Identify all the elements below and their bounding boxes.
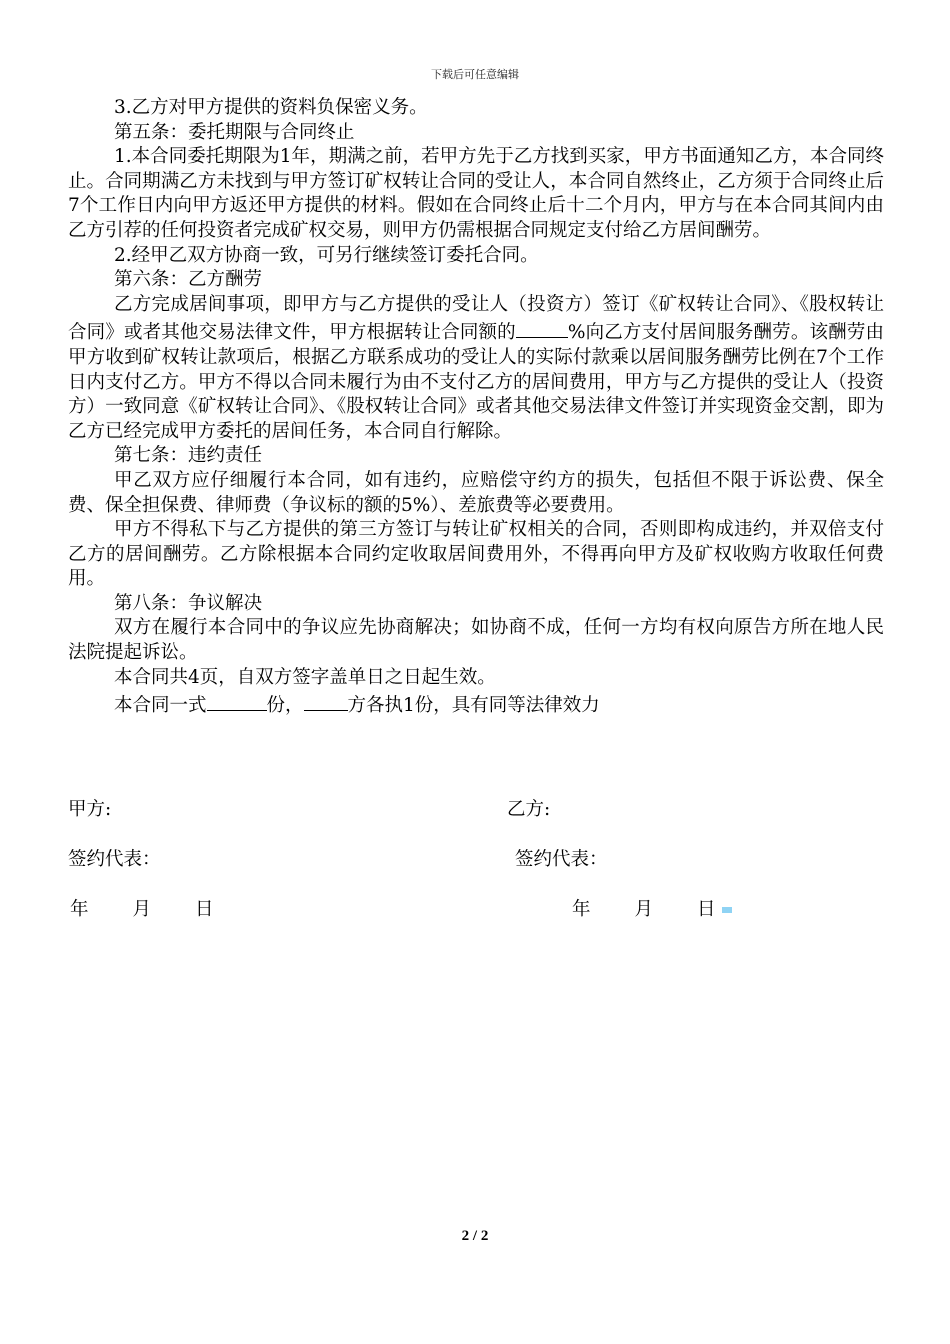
cursor-marker <box>722 907 732 913</box>
copies-party-blank <box>304 690 348 711</box>
copies-count-blank <box>207 690 267 711</box>
party-a-representative-label: 签约代表： <box>68 849 161 870</box>
fee-percent-blank <box>516 317 568 338</box>
article-7-para-1: 甲乙双方应仔细履行本合同，如有违约，应赔偿守约方的损失，包括但不限于诉讼费、保全费、保全担保费、律师费（争议标的额的5%）、差旅费等必要费用。 <box>68 469 884 516</box>
date-month-label: 月 <box>634 899 654 920</box>
article-6-heading: 第六条：乙方酬劳 <box>114 269 263 291</box>
copies-text-2: 份， <box>266 695 304 717</box>
party-b-date-line <box>572 898 732 922</box>
date-year-label: 年 <box>572 899 591 920</box>
copies-clause <box>68 690 884 719</box>
article-6-fee-paragraph <box>68 293 884 445</box>
page-header: 下载后可任意编辑 <box>431 68 519 81</box>
article-5-item-2: 2.经甲乙双方协商一致，可另行继续签订委托合同。 <box>114 244 539 266</box>
party-b-representative-label: 签约代表： <box>515 849 608 870</box>
date-year-label: 年 <box>70 899 89 920</box>
date-month-label: 月 <box>132 899 152 920</box>
page-number: 2 / 2 <box>461 1228 489 1244</box>
article-8-heading: 第八条：争议解决 <box>114 592 263 614</box>
article-8-para-1: 双方在履行本合同中的争议应先协商解决；如协商不成，任何一方均有权向原告方所在地人民法院提起诉讼。 <box>68 617 884 664</box>
fee-text-after: %向乙方支付居间服务酬劳。该酬劳由甲方收到矿权转让款项后，根据乙方联系成功的受让人的实际付款乘以居间服务酬劳比例在7个工作日内支付乙方。甲方不得以合同未履行为由不支付乙方的居间费用，甲方与乙方提供的受让人（投资方）一致同意《矿权转让合同》、《股权转让合同》或者其他交易法律文件签订并实现资金交割，即为乙方已经完成甲方委托的居间任务，本合同自行解除。 <box>68 322 884 442</box>
fee-text-before: 乙方完成居间事项，即甲方与乙方提供的受让人（投资方）签订《矿权转让合同》、《股权转让合同》或者其他交易法律文件，甲方根据转让合同额的 <box>68 293 884 344</box>
contract-body <box>68 96 884 719</box>
copies-text-3: 方各执1份，具有同等法律效力 <box>347 695 600 717</box>
copies-text-1: 本合同一式 <box>114 695 207 717</box>
clause-4-item-3: 3.乙方对甲方提供的资料负保密义务。 <box>114 97 428 118</box>
article-7-para-2: 甲方不得私下与乙方提供的第三方签订与转让矿权相关的合同，否则即构成违约，并双倍支付乙方的居间酬劳。乙方除根据本合同约定收取居间费用外，不得再向甲方及矿权收购方收取任何费用。 <box>68 519 884 590</box>
article-5-item-1: 1.本合同委托期限为1年，期满之前，若甲方先于乙方找到买家，甲方书面通知乙方，本合同终止。合同期满乙方未找到与甲方签订矿权转让合同的受让人，本合同自然终止，乙方须于合同终止后7个工作日内向甲方返还甲方提供的材料。假如在合同终止后十二个月内，甲方与在本合同其间内由乙方引荐的任何投资者完成矿权交易，则甲方仍需根据合同规定支付给乙方居间酬劳。 <box>68 146 884 241</box>
party-b-label: 乙方: <box>507 799 551 820</box>
effective-clause: 本合同共4页，自双方签字盖单日之日起生效。 <box>114 666 496 688</box>
article-5-heading: 第五条：委托期限与合同终止 <box>114 121 355 143</box>
date-day-label: 日 <box>195 899 214 920</box>
party-a-date-line <box>70 898 214 922</box>
party-a-label: 甲方: <box>68 799 112 820</box>
date-day-label: 日 <box>697 899 716 920</box>
article-7-heading: 第七条：违约责任 <box>114 445 263 467</box>
